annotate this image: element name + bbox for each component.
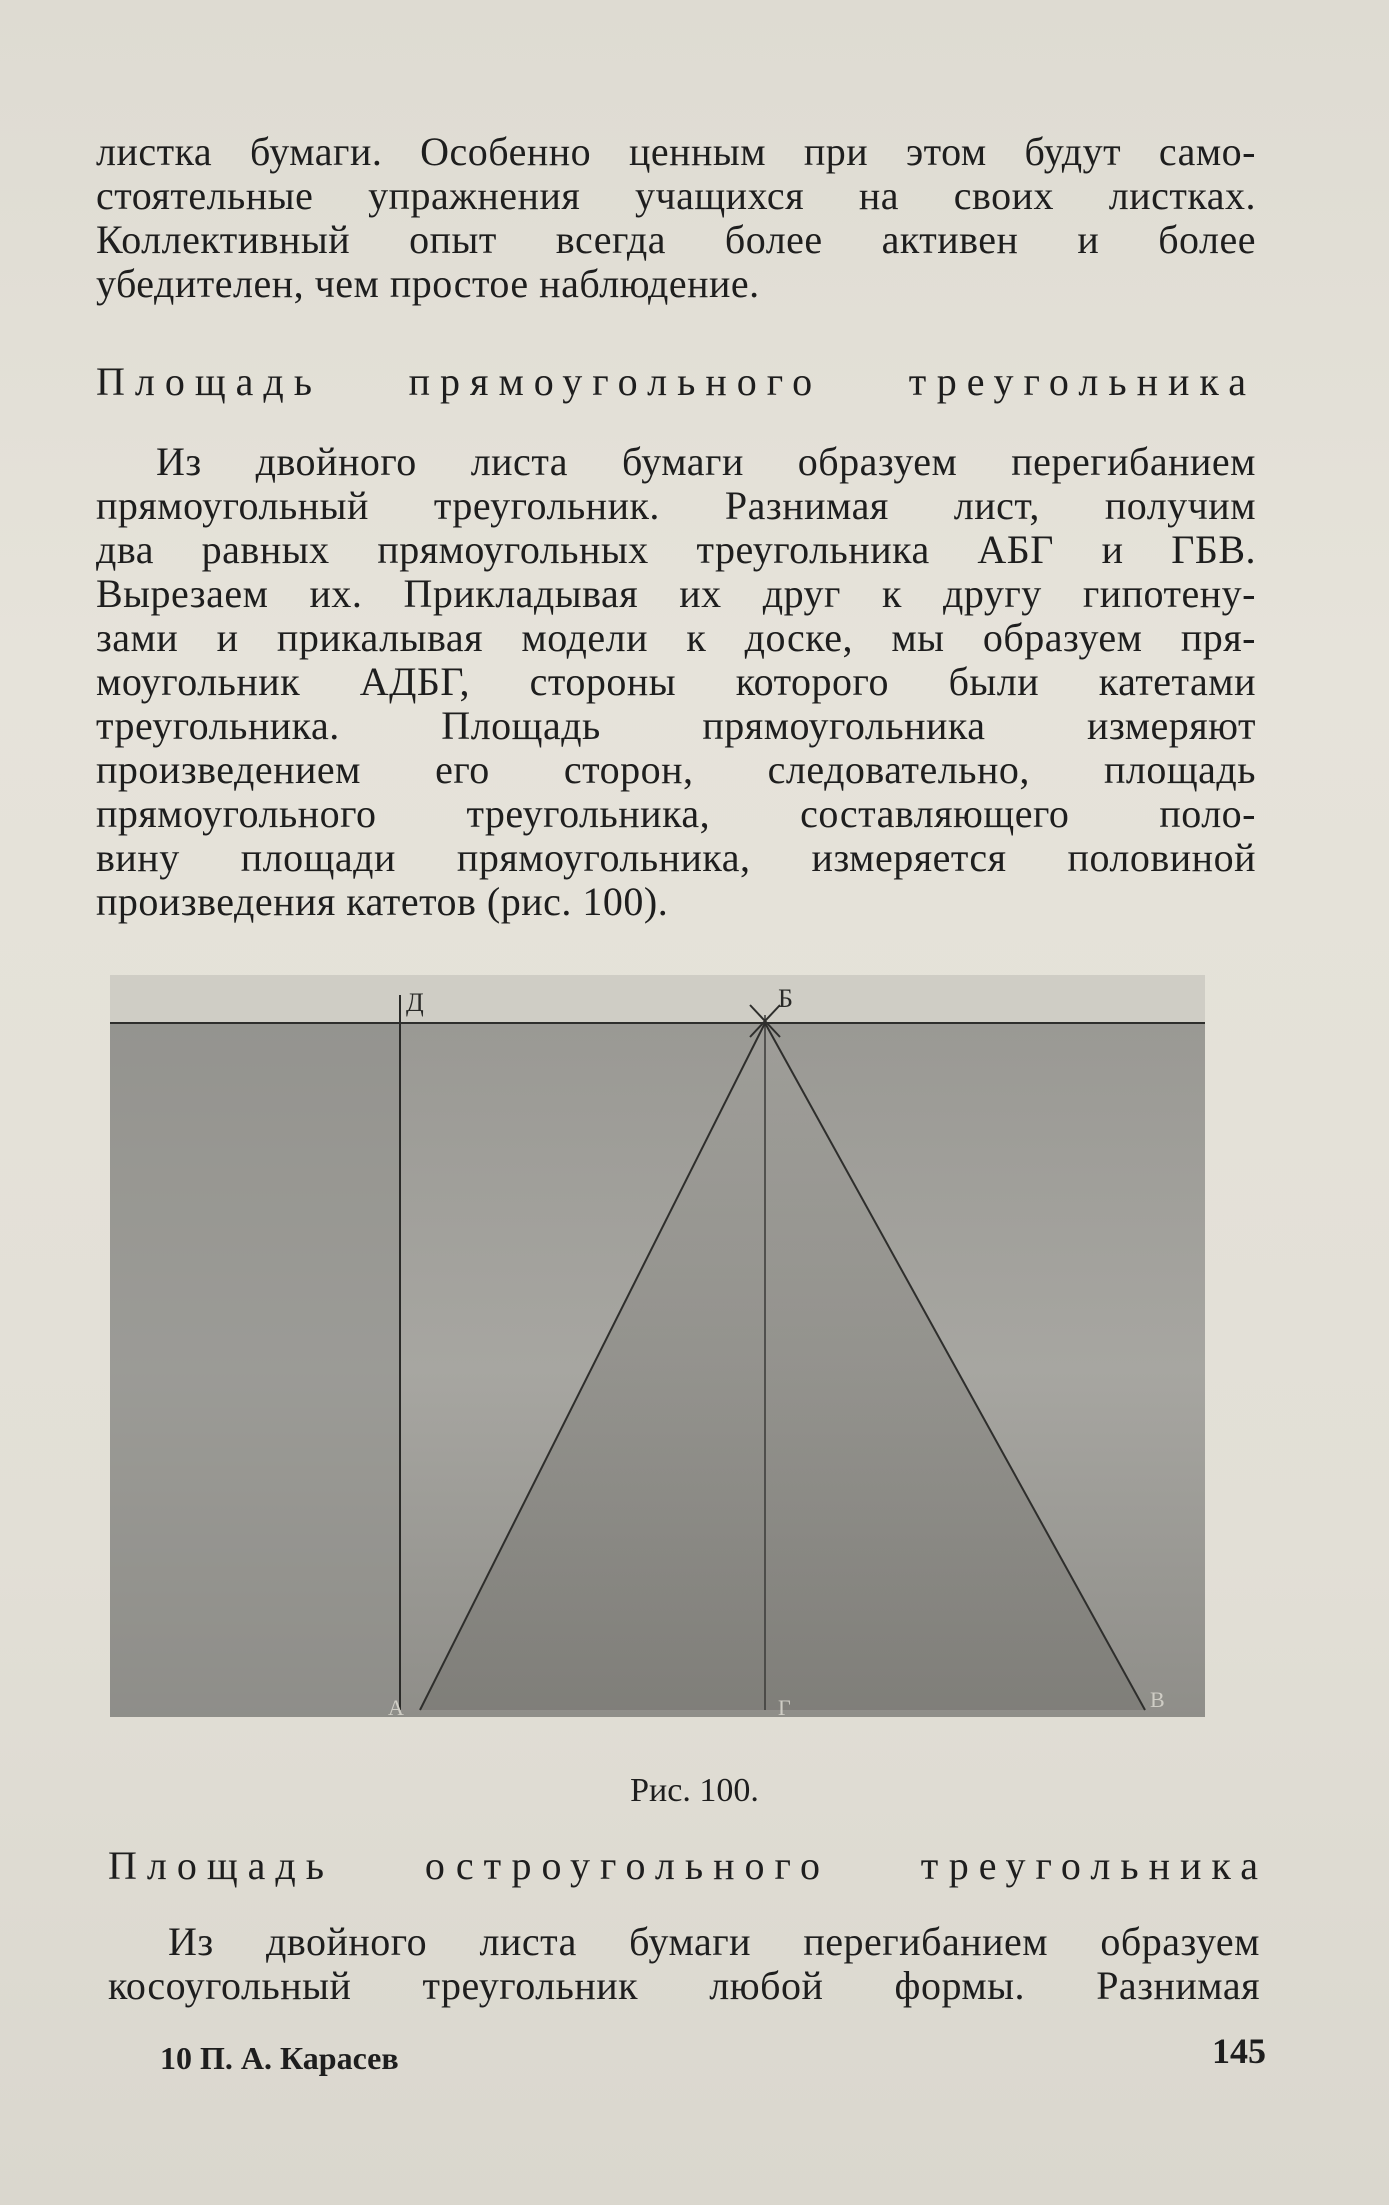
text-line: треугольника. Площадь прямоугольника измеряют <box>96 703 1256 748</box>
text-line: Из двойного листа бумаги перегибанием образуем <box>168 1919 1260 1964</box>
text-line: вину площади прямоугольника, измеряется половиной <box>96 835 1256 880</box>
section-heading-right-triangle: Площадь прямоугольного треугольника <box>96 359 1256 404</box>
page-number: 145 <box>1212 2031 1266 2071</box>
text-line: произведением его сторон, следовательно, площадь <box>96 747 1256 792</box>
intro-paragraph <box>96 130 1256 306</box>
section-heading-acute-triangle: Площадь остроугольного треугольника <box>108 1843 1268 1888</box>
text-line: зами и прикалывая модели к доске, мы образуем пря- <box>96 615 1256 660</box>
label-a: А <box>388 1695 404 1717</box>
figure-caption: Рис. 100. <box>630 1772 759 1809</box>
text-line: два равных прямоугольных треугольника АБГ и ГБВ. <box>96 527 1256 572</box>
label-b: Б <box>778 984 793 1013</box>
text-line: косоугольный треугольник любой формы. Разнимая <box>108 1963 1260 2008</box>
label-g: Г <box>778 1695 791 1717</box>
top-strip <box>110 975 1205 1023</box>
label-d: Д <box>406 988 424 1017</box>
printer-signature: 10 П. А. Карасев <box>160 2040 399 2076</box>
text-line: убедителен, чем простое наблюдение. <box>96 261 760 306</box>
text-line: прямоугольный треугольник. Разнимая лист, получим <box>96 483 1256 528</box>
label-v: В <box>1150 1687 1165 1712</box>
figure-100-photo <box>110 975 1205 1717</box>
text-line: Из двойного листа бумаги образуем перегибанием <box>156 439 1256 484</box>
text-line: Коллективный опыт всегда более активен и более <box>96 217 1256 262</box>
text-line: Вырезаем их. Прикладывая их друг к другу гипотену- <box>96 571 1256 616</box>
figure-100-drawing <box>110 975 1205 1717</box>
rectangle-left-part <box>110 1023 400 1717</box>
section1-paragraph <box>96 440 1256 924</box>
text-line: листка бумаги. Особенно ценным при этом будут само- <box>96 129 1256 174</box>
section2-paragraph <box>108 1920 1260 2008</box>
text-line: прямоугольного треугольника, составляющего поло- <box>96 791 1256 836</box>
text-line: произведения катетов (рис. 100). <box>96 879 669 924</box>
text-line: стоятельные упражнения учащихся на своих листках. <box>96 173 1256 218</box>
text-line: моугольник АДБГ, стороны которого были катетами <box>96 659 1256 704</box>
